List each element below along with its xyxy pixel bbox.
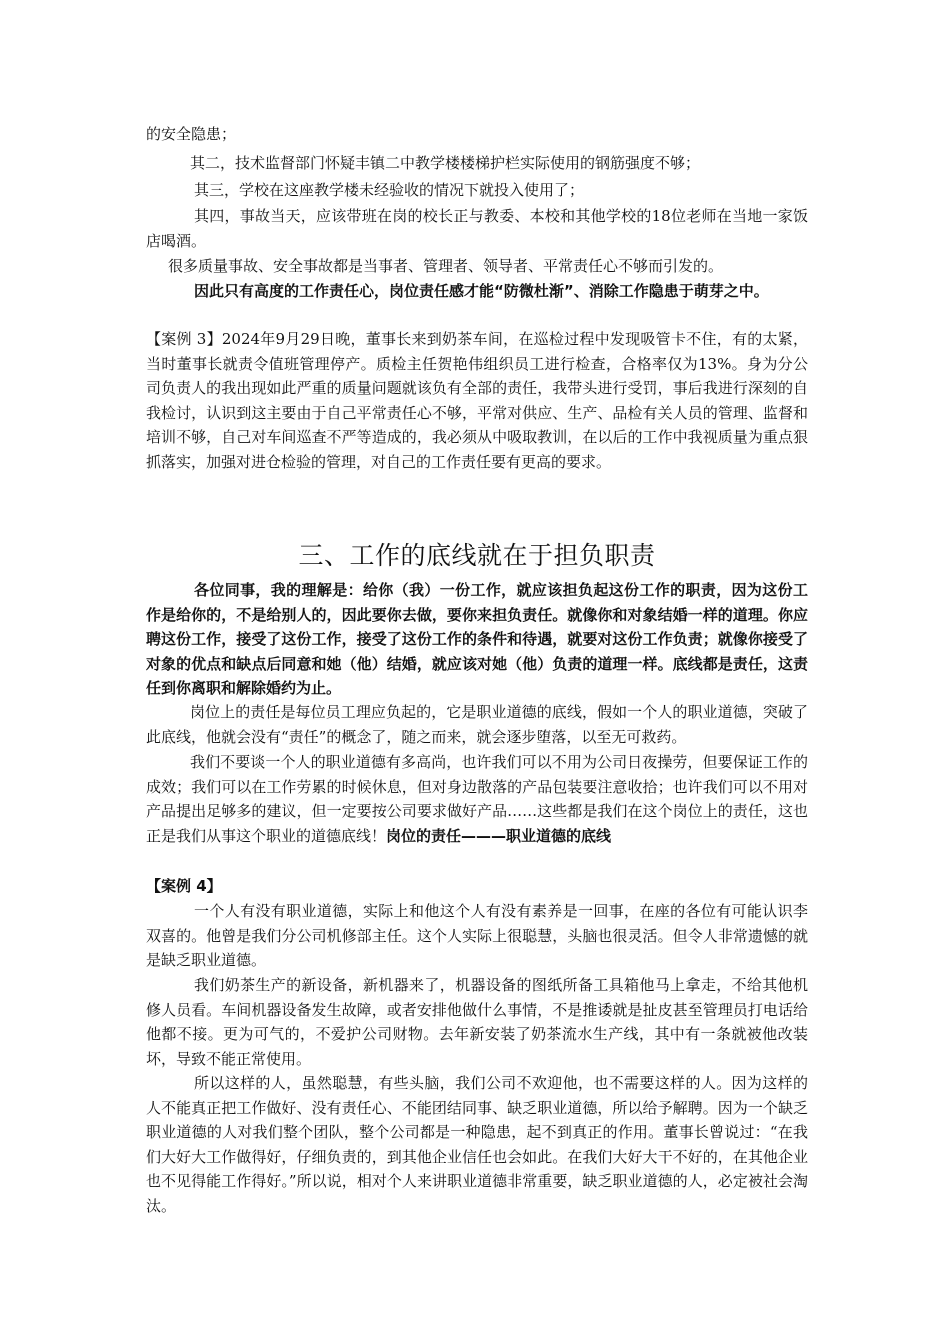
paragraph-point-four: 其四，事故当天，应该带班在岗的校长正与教委、本校和其他学校的18位老师在当地一家饭店喝酒。 xyxy=(146,207,808,250)
paragraph-job-responsibility: 岗位上的责任是每位员工理应负起的，它是职业道德的底线，假如一个人的职业道德，突破了此底线，他就会没有“责任”的概念了，随之而来，就会逐步堕落，以至无可救药。 xyxy=(146,703,808,746)
paragraph-understanding: 各位同事，我的理解是：给你（我）一份工作，就应该担负起这份工作的职责，因为这份工作是给你的，不是给别人的，因此要你去做，要你来担负责任。就像你和对象结婚一样的道理。你应聘这份工作，接受了这份工作，接受了这份工作的条件和待遇，就要对这份工作负责；就像你接受了对象的优点和缺点后同意和她（他）结婚，就应该对她（他）负责的道理一样。底线都是责任，这责任到你离职和解除婚约为止。 xyxy=(146,581,808,698)
ethics-body-text: 我们不要谈一个人的职业道德有多高尚，也许我们可以不用为公司日夜操劳，但要保证工作的成效；我们可以在工作劳累的时候休息，但对身边散落的产品包装要注意收拾；也许我们可以不用对产品提出足够多的建议，但一定要按公司要求做好产品……这些都是我们在这个岗位上的责任，这也正是我们从事这个职业的道德底线！ xyxy=(146,753,808,845)
ethics-bold-conclusion: 岗位的责任———职业道德的底线 xyxy=(386,826,612,845)
paragraph-continuation: 的安全隐患； xyxy=(146,125,237,143)
paragraph-case-4-conclusion: 所以这样的人，虽然聪慧，有些头脑，我们公司不欢迎他，也不需要这样的人。因为这样的人不能真正把工作做好、没有责任心、不能团结同事、缺乏职业道德，所以给予解聘。因为一个缺乏职业道德的人对我们整个团队，整个公司都是一种隐患，起不到真正的作用。董事长曾说过：“在我们大好大工作做得好，仔细负责的，到其他企业信任也会如此。在我们大好大干不好的，在其他企业也不见得能工作得好。”所以说，相对个人来讲职业道德非常重要，缺乏职业道德的人，必定被社会淘汰。 xyxy=(146,1074,808,1215)
paragraph-professional-ethics xyxy=(146,750,808,848)
section-heading: 三、工作的底线就在于担负职责 xyxy=(298,541,656,570)
paragraph-quality-accidents: 很多质量事故、安全事故都是当事者、管理者、领导者、平常责任心不够而引发的。 xyxy=(168,257,724,275)
paragraph-case-3: 【案例 3】2024年9月29日晚，董事长来到奶茶车间，在巡检过程中发现吸管卡不住，有的太紧，当时董事长就责令值班管理停产。质检主任贺艳伟组织员工进行检查，合格率仅为13%。身为分公司负责人的我出现如此严重的质量问题就该负有全部的责任，我带头进行受罚，事后我进行深刻的自我检讨，认识到这主要由于自己平常责任心不够，平常对供应、生产、品检有关人员的管理、监督和培训不够，自己对车间巡查不严等造成的，我必须从中吸取教训，在以后的工作中我视质量为重点狠抓落实，加强对进仓检验的管理，对自己的工作责任要有更高的要求。 xyxy=(146,330,808,471)
case-4-label: 【案例 4】 xyxy=(146,877,222,895)
paragraph-case-4-intro: 一个人有没有职业道德，实际上和他这个人有没有素养是一回事，在座的各位有可能认识李双喜的。他曾是我们分公司机修部主任。这个人实际上很聪慧，头脑也很灵活。但令人非常遗憾的就是缺乏职业道德。 xyxy=(146,902,808,970)
paragraph-case-4-equipment: 我们奶茶生产的新设备，新机器来了，机器设备的图纸所备工具箱他马上拿走，不给其他机修人员看。车间机器设备发生故障，或者安排他做什么事情，不是推诿就是扯皮甚至管理员打电话给他都不接。更为可气的，不爱护公司财物。去年新安装了奶茶流水生产线，其中有一条就被他改装坏，导致不能正常使用。 xyxy=(146,976,808,1068)
paragraph-responsibility-emphasis: 因此只有高度的工作责任心，岗位责任感才能“防微杜渐”、消除工作隐患于萌芽之中。 xyxy=(194,282,769,300)
paragraph-point-two: 其二，技术监督部门怀疑丰镇二中教学楼楼梯护栏实际使用的钢筋强度不够； xyxy=(190,154,701,172)
paragraph-point-three: 其三，学校在这座教学楼未经验收的情况下就投入使用了； xyxy=(194,181,585,199)
